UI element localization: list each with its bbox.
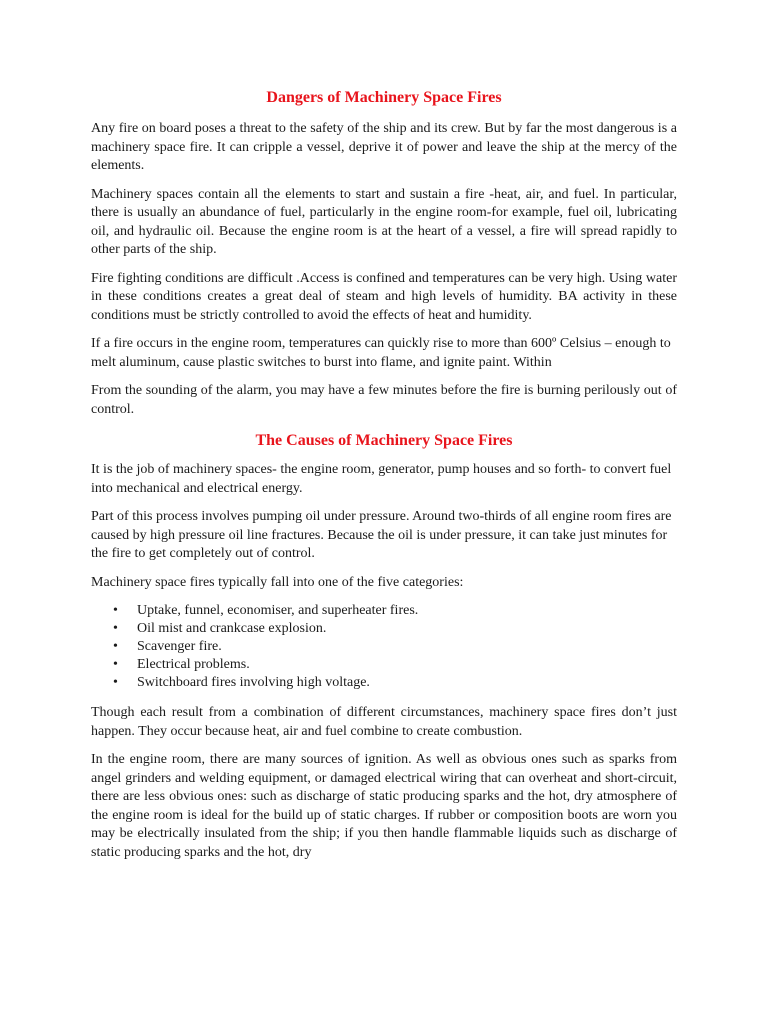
paragraph-intro: Any fire on board poses a threat to the safety of the ship and its crew. But by far the most dangerous is a machinery space fire. It can cripple a vessel, deprive it of power and leave the ship at the mercy of the elements.	[91, 121, 677, 173]
list-item-text: Electrical problems.	[137, 657, 250, 672]
paragraph-categories-intro: Machinery space fires typically fall into one of the five categories:	[91, 574, 464, 590]
paragraph-job: It is the job of machinery spaces- the engine room, generator, pump houses and so forth- to convert fuel into mechanical and electrical energy.	[91, 462, 672, 496]
categories-list	[91, 602, 677, 692]
paragraph-alarm: From the sounding of the alarm, you may have a few minutes before the fire is burning perilously out of control.	[91, 383, 677, 417]
paragraph-pressure: Part of this process involves pumping oil under pressure. Around two-thirds of all engine room fires are caused by high pressure oil line fractures. Because the oil is under pressure, it can take just minutes for the fire to get completely out of control.	[91, 509, 672, 561]
list-item	[113, 638, 677, 656]
list-item	[113, 602, 677, 620]
list-item-text: Uptake, funnel, economiser, and superheater fires.	[137, 603, 419, 618]
paragraph-conditions: Fire fighting conditions are difficult .Access is confined and temperatures can be very high. Using water in these conditions creates a great deal of steam and high levels of humidity. BA activity in these conditions must be strictly controlled to avoid the effects of heat and humidity.	[91, 270, 677, 323]
list-item-text: Switchboard fires involving high voltage.	[137, 675, 370, 690]
bullet-icon: •	[113, 675, 118, 690]
bullet-icon: •	[113, 657, 118, 672]
document-page	[91, 86, 677, 872]
paragraph-temperatures: If a fire occurs in the engine room, temperatures can quickly rise to more than 600º Celsius – enough to melt aluminum, cause plastic switches to burst into flame, and ignite paint. Within	[91, 336, 671, 370]
list-item	[113, 674, 677, 692]
bullet-icon: •	[113, 639, 118, 654]
list-item-text: Oil mist and crankcase explosion.	[137, 621, 327, 636]
bullet-icon: •	[113, 603, 118, 618]
list-item-text: Scavenger fire.	[137, 639, 222, 654]
heading-dangers: Dangers of Machinery Space Fires	[266, 89, 502, 106]
paragraph-elements: Machinery spaces contain all the elements to start and sustain a fire -heat, air, and fuel. In particular, there is usually an abundance of fuel, particularly in the engine room-for example, fuel oil, lubricating oil, and hydraulic oil. Because the engine room is at the heart of a vessel, a fire will spread rapidly to other parts of the ship.	[91, 186, 677, 257]
heading-causes: The Causes of Machinery Space Fires	[255, 432, 513, 449]
paragraph-combustion: Though each result from a combination of different circumstances, machinery space fires don’t just happen. They occur because heat, air and fuel combine to create combustion.	[91, 705, 677, 739]
list-item	[113, 656, 677, 674]
list-item	[113, 620, 677, 638]
bullet-icon: •	[113, 621, 118, 636]
paragraph-ignition: In the engine room, there are many sources of ignition. As well as obvious ones such as sparks from angel grinders and welding equipment, or damaged electrical wiring that can overheat and short-circuit, there are less obvious ones: such as discharge of static producing sparks and the hot, dry atmosphere of the engine room is ideal for the build up of static charges. If rubber or composition boots are worn you may be electrically insulated from the ship; if you then handle flammable liquids such as discharge of static producing sparks and the hot, dry	[91, 752, 677, 860]
